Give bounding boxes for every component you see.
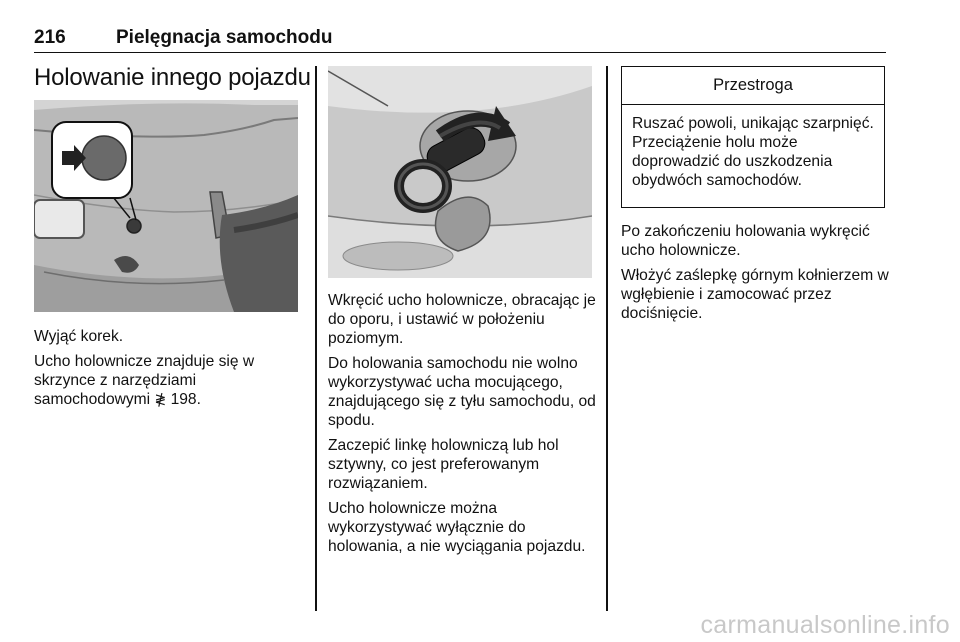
caution-box xyxy=(621,66,885,208)
paragraph: Do holowania samochodu nie wolno wykorzystywać ucha mocującego, znajdującego się z tyłu samochodu, od spodu. xyxy=(328,355,596,429)
section-title: Holowanie innego pojazdu xyxy=(34,64,311,91)
caution-text: Ruszać powoli, unikając szarpnięć. Przeciążenie holu może doprowadzić do uszkodzenia obydwóch samochodów. xyxy=(632,115,874,189)
paragraph: Po zakończeniu holowania wykręcić ucho holownicze. xyxy=(621,223,870,259)
watermark: carmanualsonline.info xyxy=(700,611,950,639)
paragraph: Wyjąć korek. xyxy=(34,328,124,345)
paragraph-text: Ucho holownicze znajduje się w skrzynce z narzędziami samochodowymi xyxy=(34,353,255,408)
paragraph-with-reference xyxy=(34,352,304,410)
paragraph: Ucho holownicze można wykorzystywać wyłącznie do holowania, a nie wyciągania pojazdu. xyxy=(328,500,586,555)
bumper-cover-illustration xyxy=(34,100,298,312)
paragraph: Zaczepić linkę holowniczą lub hol sztywny, co jest preferowanym rozwiązaniem. xyxy=(328,437,559,492)
column-1-text xyxy=(34,327,304,416)
paragraph: Włożyć zaślepkę górnym kołnierzem w wgłębienie i zamocować przez dociśnięcie. xyxy=(621,267,889,322)
caution-title: Przestroga xyxy=(622,67,884,105)
page-number: 216 xyxy=(34,27,66,48)
page-reference-arrow-icon[interactable]: ≹ xyxy=(154,392,167,408)
column-3-text xyxy=(621,222,891,329)
page-header xyxy=(34,27,886,53)
page-reference[interactable]: 198. xyxy=(170,391,201,408)
column-2-text xyxy=(328,291,598,562)
column-divider xyxy=(606,66,608,611)
column-divider xyxy=(315,66,317,611)
paragraph: Wkręcić ucho holownicze, obracając je do oporu, i ustawić w położeniu poziomym. xyxy=(328,292,596,347)
chapter-title: Pielęgnacja samochodu xyxy=(116,27,333,48)
tow-eye-illustration xyxy=(328,66,592,278)
